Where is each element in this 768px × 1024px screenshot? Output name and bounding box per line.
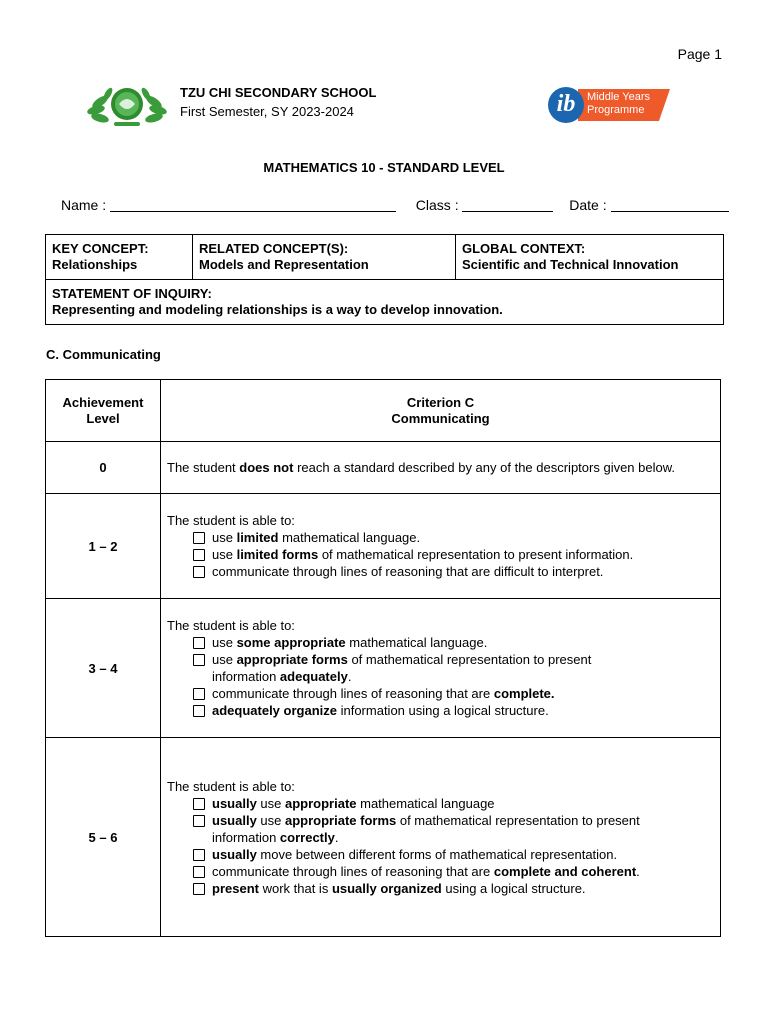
checkbox-icon[interactable]: [193, 883, 205, 895]
header-level: Level: [86, 410, 120, 426]
list-item: communicate through lines of reasoning that are difficult to interpret.: [191, 563, 714, 580]
level-cell: 3 – 4: [46, 599, 161, 738]
checkbox-icon[interactable]: [193, 798, 205, 810]
checkbox-icon[interactable]: [193, 849, 205, 861]
list-item: communicate through lines of reasoning that are complete and coherent.: [191, 863, 714, 880]
list-item: use appropriate forms of mathematical representation to present information adequately.: [191, 651, 714, 685]
table-row: [46, 738, 721, 937]
concepts-table: [45, 234, 724, 325]
list-item: usually use appropriate forms of mathematical representation to present information correctly.: [191, 812, 714, 846]
level-cell: 1 – 2: [46, 494, 161, 599]
level-cell: 0: [46, 442, 161, 494]
page-number: Page 1: [677, 46, 722, 62]
key-concept-cell: [46, 235, 193, 280]
soi-value: Representing and modeling relationships is a way to develop innovation.: [52, 302, 503, 317]
rubric-header-level: [46, 380, 161, 442]
descriptor-intro: The student is able to:: [167, 618, 295, 633]
list-item: communicate through lines of reasoning that are complete.: [191, 685, 714, 702]
list-item: usually move between different forms of mathematical representation.: [191, 846, 714, 863]
name-input-line[interactable]: [110, 197, 396, 212]
name-label: Name :: [61, 197, 107, 213]
list-item: use limited mathematical language.: [191, 529, 714, 546]
section-title: C. Communicating: [46, 347, 161, 362]
key-concept-label: KEY CONCEPT:: [52, 241, 149, 256]
descriptor-intro: The student is able to:: [167, 778, 295, 794]
checkbox-icon[interactable]: [193, 566, 205, 578]
rubric-table: [45, 379, 721, 937]
descriptor-bold: does not: [239, 460, 294, 475]
list-item: adequately organize information using a logical structure.: [191, 702, 714, 719]
global-context-value: Scientific and Technical Innovation: [462, 257, 679, 272]
checkbox-icon[interactable]: [193, 654, 205, 666]
level-cell: 5 – 6: [46, 738, 161, 937]
class-input-line[interactable]: [462, 197, 553, 212]
ib-myp-logo: [548, 86, 672, 126]
global-context-label: GLOBAL CONTEXT:: [462, 241, 586, 256]
list-item: use limited forms of mathematical representation to present information.: [191, 546, 714, 563]
statement-of-inquiry-cell: [46, 280, 724, 325]
student-fields: [61, 197, 729, 213]
descriptor-text: The student: [167, 460, 240, 475]
ib-icon: ib: [548, 87, 584, 123]
related-concept-cell: [193, 235, 456, 280]
global-context-cell: [456, 235, 724, 280]
list-item: present work that is usually organized using a logical structure.: [191, 880, 714, 897]
key-concept-value: Relationships: [52, 257, 138, 272]
table-row: [46, 494, 721, 599]
header-criterion: Criterion C: [406, 394, 475, 410]
descriptor-cell: [161, 599, 721, 738]
descriptor-text: reach a standard described by any of the descriptors given below.: [293, 460, 676, 475]
related-concept-label: RELATED CONCEPT(S):: [199, 241, 349, 256]
school-logo-icon: [86, 80, 168, 130]
checkbox-icon[interactable]: [193, 866, 205, 878]
soi-label: STATEMENT OF INQUIRY:: [52, 286, 212, 301]
list-item: use some appropriate mathematical language.: [191, 634, 714, 651]
checkbox-icon[interactable]: [193, 688, 205, 700]
list-item: usually use appropriate mathematical language: [191, 795, 714, 812]
date-label: Date :: [569, 197, 607, 213]
descriptor-intro: The student is able to:: [167, 513, 295, 528]
header-communicating: Communicating: [391, 410, 490, 426]
checkbox-icon[interactable]: [193, 637, 205, 649]
descriptor-cell: [161, 494, 721, 599]
descriptor-cell: [161, 738, 721, 937]
table-row: [46, 599, 721, 738]
descriptor-cell: [161, 442, 721, 494]
table-row: [46, 442, 721, 494]
ib-line-2: Programme: [587, 104, 645, 116]
checkbox-icon[interactable]: [193, 815, 205, 827]
header-achievement: Achievement: [62, 394, 144, 410]
page-title: MATHEMATICS 10 - STANDARD LEVEL: [263, 160, 505, 175]
rubric-header-criterion: [161, 380, 721, 442]
school-name: TZU CHI SECONDARY SCHOOL: [180, 85, 377, 100]
ib-line-1: Middle Years: [587, 91, 650, 103]
ib-programme-text: [587, 91, 650, 117]
date-input-line[interactable]: [611, 197, 729, 212]
checkbox-icon[interactable]: [193, 532, 205, 544]
semester-label: First Semester, SY 2023-2024: [180, 104, 354, 119]
related-concept-value: Models and Representation: [199, 257, 369, 272]
class-label: Class :: [415, 197, 459, 213]
checkbox-icon[interactable]: [193, 549, 205, 561]
checkbox-icon[interactable]: [193, 705, 205, 717]
